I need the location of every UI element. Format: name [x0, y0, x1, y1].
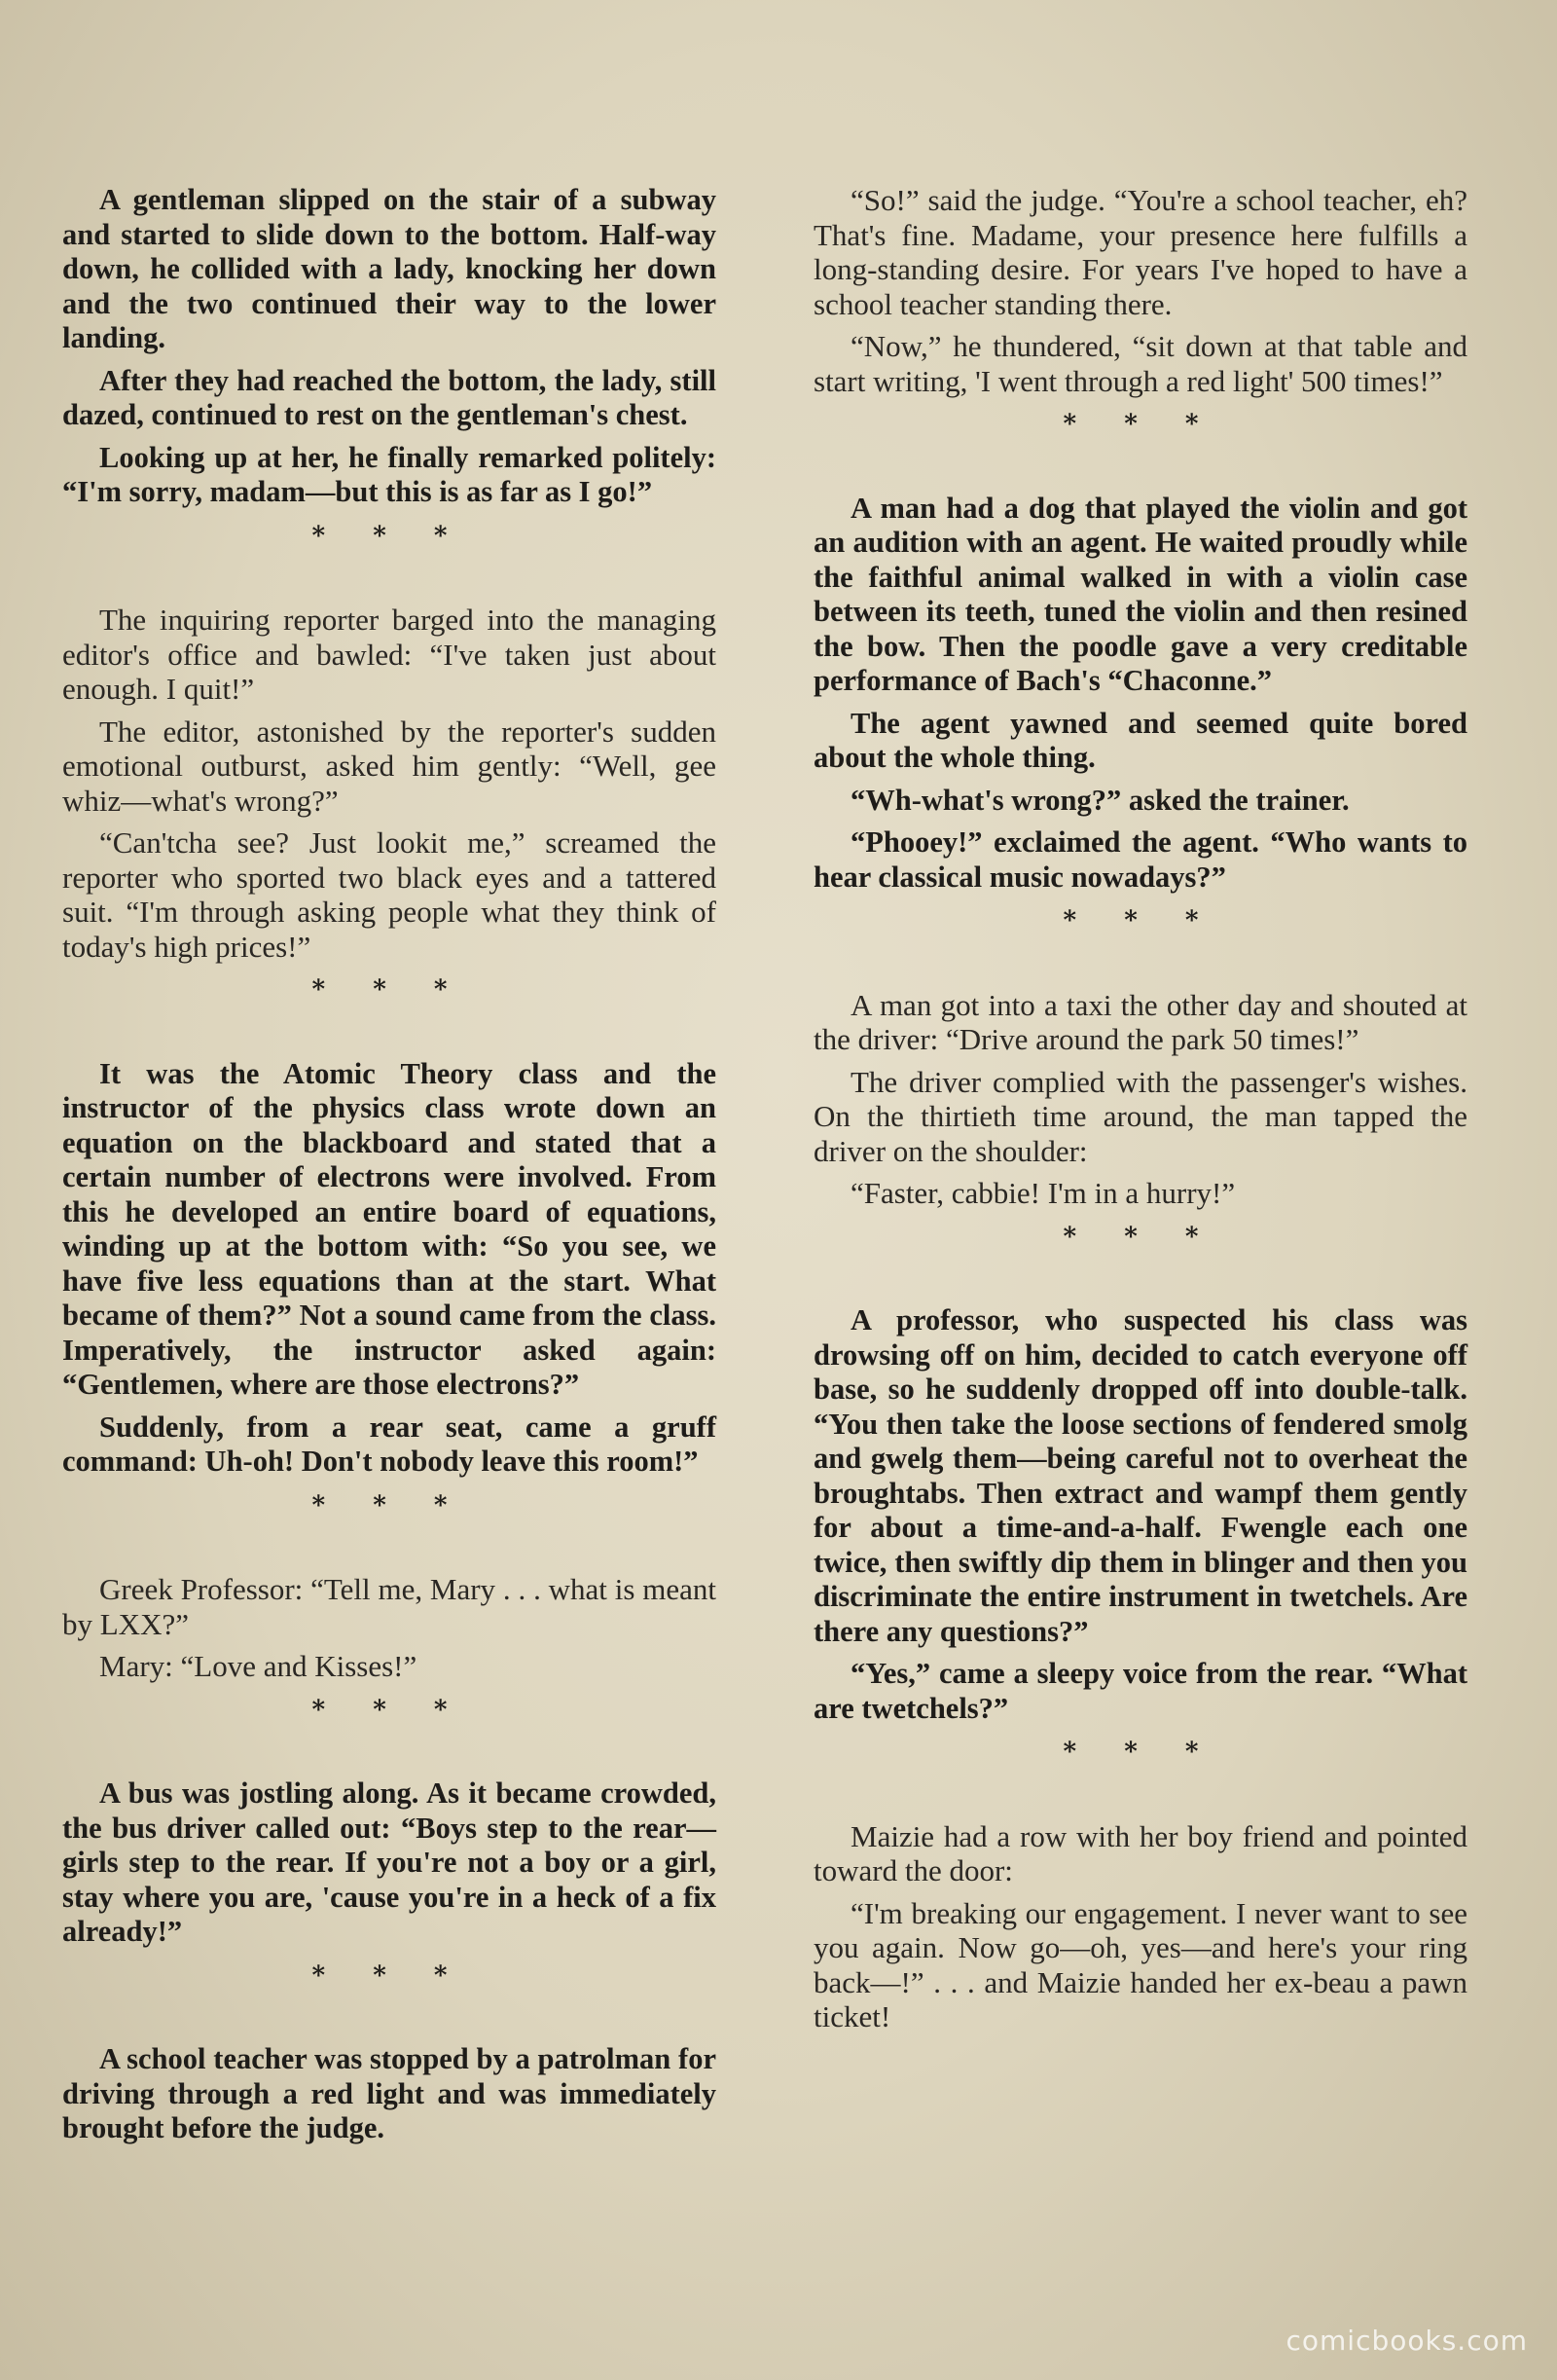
separator: * * * — [311, 975, 467, 1005]
joke-paragraph: Maizie had a row with her boy friend and pointed toward the door: — [814, 1818, 1467, 1887]
joke-double-talk-professor — [814, 1303, 1467, 1726]
joke-paragraph: “So!” said the judge. “You're a school teacher, eh? That's fine. Madame, your presence here fulfills a long-standing desire. For years I've hoped to have a school teacher standing there. — [814, 183, 1467, 321]
separator: * * * — [1063, 410, 1218, 439]
joke-paragraph: Greek Professor: “Tell me, Mary . . . what is meant by LXX?” — [62, 1572, 716, 1641]
joke-paragraph: “Can'tcha see? Just lookit me,” screamed the reporter who sported two black eyes and a tattered suit. “I'm through asking people what they think of today's high prices!” — [62, 825, 716, 964]
joke-paragraph: “Now,” he thundered, “sit down at that table and start writing, 'I went through a red light' 500 times!” — [814, 329, 1467, 398]
separator: * * * — [311, 1960, 467, 1991]
joke-violin-dog — [814, 492, 1467, 896]
joke-maizie — [814, 1819, 1467, 2034]
joke-bus — [62, 1776, 716, 1950]
separator: * * * — [311, 521, 467, 551]
joke-school-teacher-continued — [814, 183, 1467, 398]
joke-paragraph: The agent yawned and seemed quite bored about the whole thing. — [814, 706, 1467, 774]
joke-paragraph: A man had a dog that played the violin and got an audition with an agent. He waited proudly while the faithful animal walked in with a violin case between its teeth, tuned the violin and then resined the bow. Then the poodle gave a very creditable performance of Bach's “Chaconne.” — [814, 491, 1467, 697]
site-watermark: comicbooks.com — [1285, 2325, 1528, 2357]
joke-taxi — [814, 988, 1467, 1211]
joke-paragraph: “I'm breaking our engagement. I never want to see you again. Now go—oh, yes—and here's your ring back—!” . . . and Maizie handed her ex-beau a pawn ticket! — [814, 1895, 1467, 2033]
joke-atomic-theory — [62, 1057, 716, 1480]
joke-paragraph: “Yes,” came a sleepy voice from the rear. “What are twetchels?” — [814, 1657, 1467, 1725]
joke-paragraph: A gentleman slipped on the stair of a subway and started to slide down to the bottom. Half-way down, he collided with a lady, knocking her down and the two continued their way to the lower landing. — [62, 183, 716, 354]
joke-greek-professor — [62, 1572, 716, 1684]
separator: * * * — [311, 1695, 467, 1725]
joke-paragraph: It was the Atomic Theory class and the instructor of the physics class wrote down an equation on the blackboard and stated that a certain number of electrons were involved. From this he developed an entire board of equations, winding up at the bottom with: “So you see, we have five less equations than at the start. What became of them?” Not a sound came from the class. Imperatively, the instructor asked again: “Gentlemen, where are those electrons?” — [62, 1056, 716, 1401]
joke-paragraph: After they had reached the bottom, the lady, still dazed, continued to rest on the gentleman's chest. — [62, 363, 716, 431]
joke-paragraph: “Phooey!” exclaimed the agent. “Who wants to hear classical music nowadays?” — [814, 825, 1467, 894]
separator: * * * — [1063, 1222, 1218, 1252]
joke-paragraph: A bus was jostling along. As it became crowded, the bus driver called out: “Boys step to the rear—girls step to the rear. If you're not a boy or a girl, stay where you are, 'cause you're in a heck of a fix already!” — [62, 1776, 716, 1948]
right-column — [814, 183, 1467, 2042]
joke-paragraph: “Faster, cabbie! I'm in a hurry!” — [851, 1176, 1236, 1210]
joke-school-teacher — [62, 2042, 716, 2146]
separator: * * * — [1063, 906, 1218, 935]
joke-paragraph: A school teacher was stopped by a patrolman for driving through a red light and was immediately brought before the judge. — [62, 2042, 716, 2144]
separator: * * * — [311, 1490, 467, 1520]
joke-paragraph: Mary: “Love and Kisses!” — [99, 1649, 417, 1683]
joke-reporter — [62, 603, 716, 964]
left-column — [62, 183, 716, 2154]
joke-paragraph: A professor, who suspected his class was drowsing off on him, decided to catch everyone off base, so he suddenly dropped off into double-talk. “You then take the loose sections of fendered smolg and gwelg them—being careful not to overheat the broughtabs. Then extract and wampf them gently for about a time-and-a-half. Fwengle each one twice, then swiftly dip them in blinger and then you discriminate the entire instrument in twetchels. Are there any questions?” — [814, 1303, 1467, 1648]
joke-paragraph: The inquiring reporter barged into the managing editor's office and bawled: “I've taken just about enough. I quit!” — [62, 603, 716, 706]
joke-paragraph: “Wh-what's wrong?” asked the trainer. — [851, 783, 1350, 817]
joke-paragraph: The driver complied with the passenger's wishes. On the thirtieth time around, the man tapped the driver on the shoulder: — [814, 1064, 1467, 1168]
joke-paragraph: Suddenly, from a rear seat, came a gruff command: Uh-oh! Don't nobody leave this room!” — [62, 1410, 716, 1478]
separator: * * * — [1063, 1738, 1218, 1767]
joke-paragraph: A man got into a taxi the other day and shouted at the driver: “Drive around the park 50 times!” — [814, 987, 1467, 1056]
joke-subway — [62, 183, 716, 510]
joke-paragraph: The editor, astonished by the reporter's sudden emotional outburst, asked him gently: “Well, gee whiz—what's wrong?” — [62, 714, 716, 818]
joke-paragraph: Looking up at her, he finally remarked politely: “I'm sorry, madam—but this is as far as I go!” — [62, 440, 716, 508]
